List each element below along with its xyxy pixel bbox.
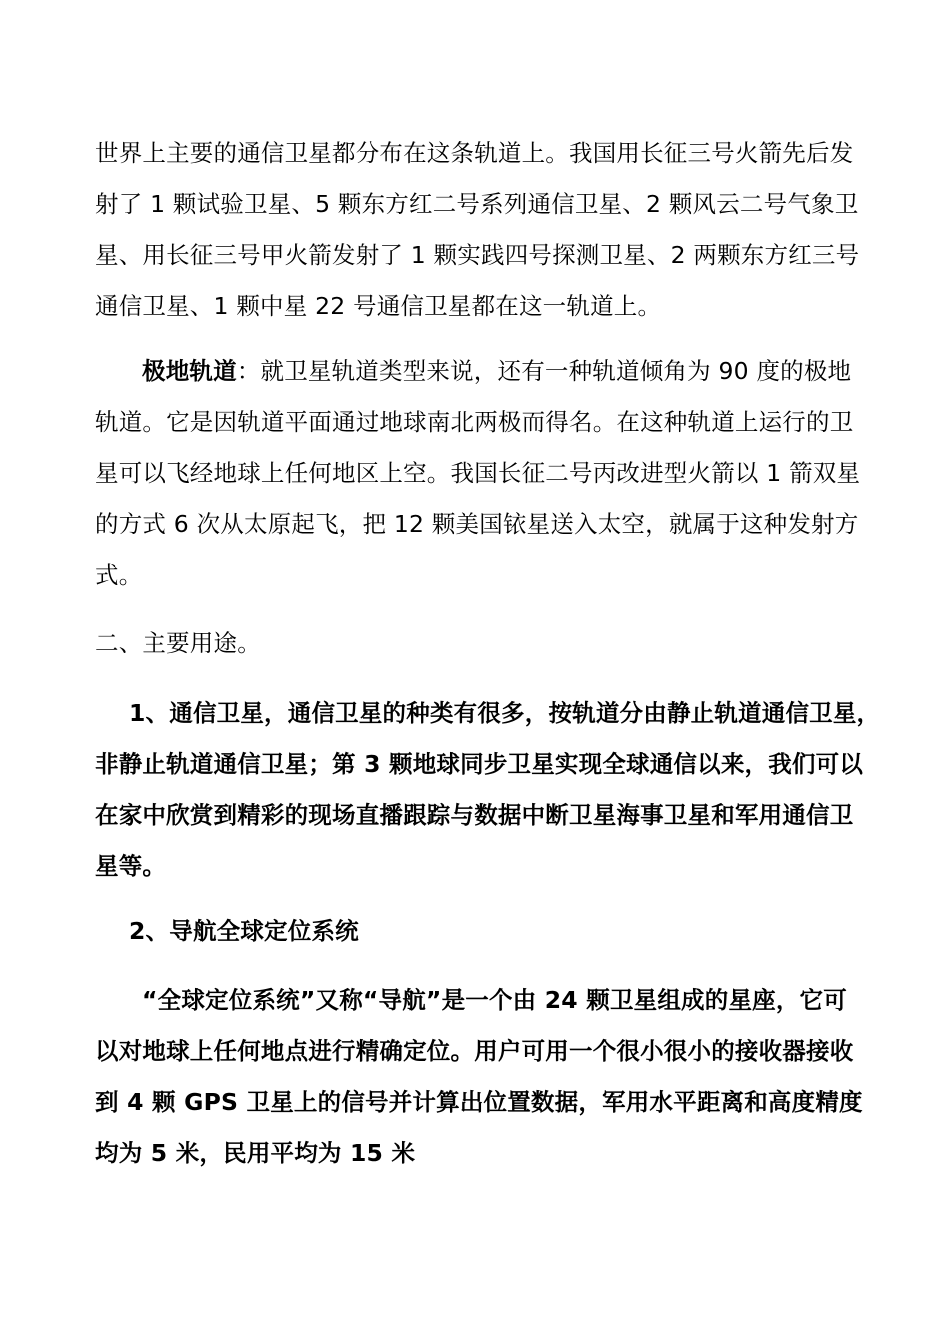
- paragraph-geostationary-orbit: [95, 128, 865, 332]
- paragraph-line: 通信卫星、1 颗中星 22 号通信卫星都在这一轨道上。: [95, 292, 662, 320]
- paragraph-communication-satellites: [95, 688, 881, 892]
- paragraph-line: “全球定位系统”又称“导航”是一个由 24 颗卫星组成的星座，它可: [142, 986, 847, 1014]
- paragraph-line: 在家中欣赏到精彩的现场直播跟踪与数据中断卫星海事卫星和军用通信卫: [95, 801, 854, 829]
- subheading-text: 2、导航全球定位系统: [129, 917, 359, 945]
- paragraph-text: ：就卫星轨道类型来说，还有一种轨道倾角为 90 度的极地: [236, 357, 852, 385]
- paragraph-line: 星、用长征三号甲火箭发射了 1 颗实践四号探测卫星、2 两颗东方红三号: [95, 241, 860, 269]
- paragraph-line: 到 4 颗 GPS 卫星上的信号并计算出位置数据，军用水平距离和高度精度: [95, 1088, 863, 1116]
- section-heading-text: 二、主要用途。: [95, 629, 261, 657]
- paragraph-line: 1、通信卫星，通信卫星的种类有很多，按轨道分由静止轨道通信卫星，: [129, 699, 881, 727]
- paragraph-line: 世界上主要的通信卫星都分布在这条轨道上。我国用长征三号火箭先后发: [95, 139, 854, 167]
- paragraph-polar-orbit: [95, 346, 865, 601]
- paragraph-line: 星等。: [95, 852, 167, 880]
- paragraph-line: 轨道。它是因轨道平面通过地球南北两极而得名。在这种轨道上运行的卫: [95, 408, 854, 436]
- term-polar-orbit: 极地轨道: [142, 357, 237, 385]
- paragraph-line: 以对地球上任何地点进行精确定位。用户可用一个很小很小的接收器接收: [95, 1037, 854, 1065]
- section-heading: [95, 618, 865, 669]
- paragraph-line: 式。: [95, 561, 143, 589]
- paragraph-line: 星可以飞经地球上任何地区上空。我国长征二号丙改进型火箭以 1 箭双星: [95, 459, 861, 487]
- paragraph-line: 射了 1 颗试验卫星、5 颗东方红二号系列通信卫星、2 颗风云二号气象卫: [95, 190, 859, 218]
- paragraph-line: 的方式 6 次从太原起飞，把 12 颗美国铱星送入太空，就属于这种发射方: [95, 510, 859, 538]
- paragraph-line: 非静止轨道通信卫星；第 3 颗地球同步卫星实现全球通信以来，我们可以: [95, 750, 864, 778]
- paragraph-line: 均为 5 米，民用平均为 15 米: [95, 1139, 416, 1167]
- subheading-navigation: [95, 906, 865, 957]
- paragraph-line: [95, 346, 865, 397]
- paragraph-gps: [95, 975, 865, 1179]
